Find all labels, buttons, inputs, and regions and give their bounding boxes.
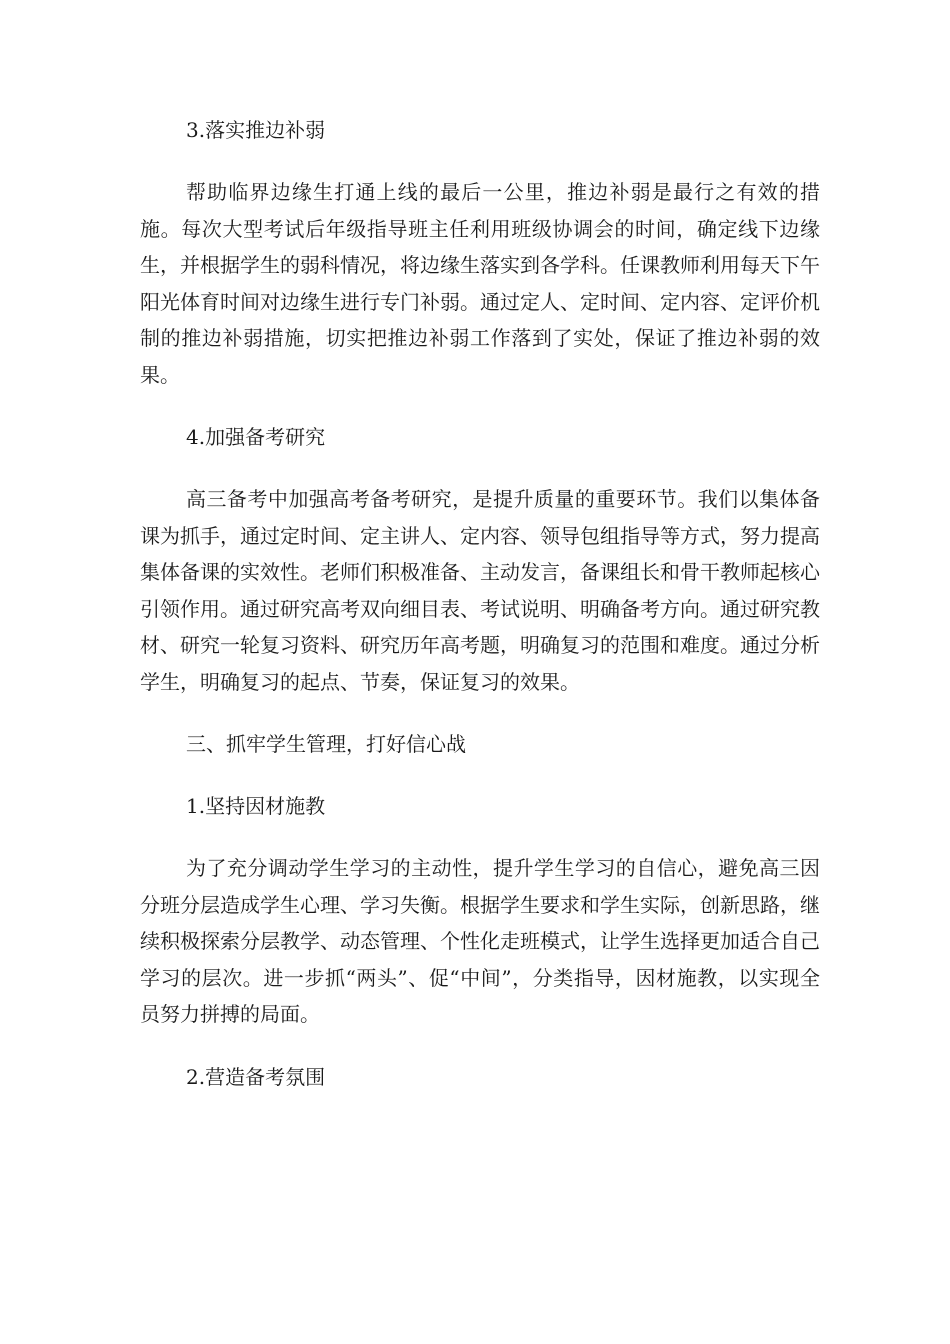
chapter-heading-3: 三、抓牢学生管理，打好信心战: [186, 732, 466, 756]
paragraph-1: 帮助临界边缘生打通上线的最后一公里，推边补弱是最行之有效的措施。每次大型考试后年级指导班主任利用班级协调会的时间，确定线下边缘生，并根据学生的弱科情况，将边缘生落实到各学科。任课教师利用每天下午阳光体育时间对边缘生进行专门补弱。通过定人、定时间、定内容、定评价机制的推边补弱措施，切实把推边补弱工作落到了实处，保证了推边补弱的效果。: [140, 180, 820, 387]
section-heading-2: 2.营造备考氛围: [186, 1064, 326, 1089]
section-heading-3-1: 3.落实推边补弱: [186, 118, 326, 142]
section-heading-1: 1.坚持因材施教: [186, 794, 326, 818]
section-heading-4: 4.加强备考研究: [186, 425, 326, 449]
document-page: [140, 112, 820, 1121]
paragraph-3: 为了充分调动学生学习的主动性，提升学生学习的自信心，避免高三因分班分层造成学生心理、学习失衡。根据学生要求和学生实际，创新思路，继续积极探索分层教学、动态管理、个性化走班模式，让学生选择更加适合自己学习的层次。进一步抓“两头”、促“中间”，分类指导，因材施教，以实现全员努力拼搏的局面。: [140, 856, 820, 1026]
paragraph-2: 高三备考中加强高考备考研究，是提升质量的重要环节。我们以集体备课为抓手，通过定时间、定主讲人、定内容、领导包组指导等方式，努力提高集体备课的实效性。老师们积极准备、主动发言，备课组长和骨干教师起核心引领作用。通过研究高考双向细目表、考试说明、明确备考方向。通过研究教材、研究一轮复习资料、研究历年高考题，明确复习的范围和难度。通过分析学生，明确复习的起点、节奏，保证复习的效果。: [140, 487, 820, 694]
